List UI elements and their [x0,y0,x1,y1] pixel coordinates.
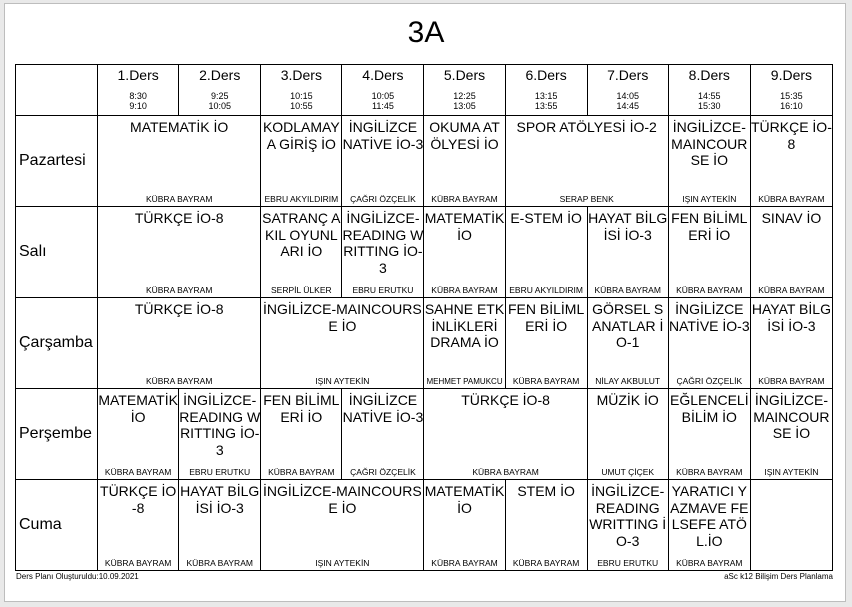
day-label: Çarşamba [16,298,98,389]
day-label: Salı [16,207,98,298]
lesson-cell: İNGİLİZCE-MAINCOURSE İO IŞIN AYTEKİN [750,389,832,480]
lesson-cell: İNGİLİZCE NATİVE İO-3 ÇAĞRI ÖZÇELİK [668,298,750,389]
lesson-cell: OKUMA ATÖLYESİ İO KÜBRA BAYRAM [424,116,505,207]
lesson-cell: FEN BİLİMLERİ İO KÜBRA BAYRAM [261,389,342,480]
lesson-cell: SAHNE ETKİNLİKLERİ DRAMA İO MEHMET PAMUKCU [424,298,505,389]
day-row [16,480,833,571]
lesson-cell: MATEMATİK İO KÜBRA BAYRAM [424,207,505,298]
lesson-cell: İNGİLİZCE-READING WRITTING İO-3 EBRU ERUTKU [342,207,424,298]
lesson-cell: İNGİLİZCE NATİVE İO-3 ÇAĞRI ÖZÇELİK [342,389,424,480]
software-credit: aSc k12 Bilişim Ders Planlama [724,572,833,581]
lesson-cell: HAYAT BİLGİSİ İO-3 KÜBRA BAYRAM [179,480,261,571]
day-row [16,116,833,207]
day-row [16,207,833,298]
period-header: 3.Ders 10:15 10:55 [261,65,342,116]
lesson-cell: SPOR ATÖLYESİ İO-2 SERAP BENK [505,116,668,207]
period-header: 4.Ders 10:05 11:45 [342,65,424,116]
lesson-cell: E-STEM İO EBRU AKYILDIRIM [505,207,587,298]
lesson-cell: MATEMATİK İO KÜBRA BAYRAM [424,480,505,571]
class-title: 3A [407,16,445,49]
lesson-cell: KODLAMAYA GİRİŞ İO EBRU AKYILDIRIM [261,116,342,207]
lesson-cell: İNGİLİZCE-MAINCOURSE İO IŞIN AYTEKİN [261,298,424,389]
corner-cell [16,65,98,116]
created-date-note: Ders Planı Oluşturuldu:10.09.2021 [16,572,139,581]
lesson-cell: İNGİLİZCE-MAINCOURSE İO IŞIN AYTEKİN [261,480,424,571]
lesson-cell: İNGİLİZCE-READING WRITTING İO-3 EBRU ERUTKU [179,389,261,480]
period-header: 6.Ders 13:15 13:55 [505,65,587,116]
lesson-cell: İNGİLİZCE-READING WRITTING İO-3 EBRU ERUTKU [587,480,668,571]
lesson-cell: MATEMATİK İO KÜBRA BAYRAM [98,389,179,480]
period-header: 1.Ders 8:30 9:10 [98,65,179,116]
period-header: 8.Ders 14:55 15:30 [668,65,750,116]
lesson-cell: İNGİLİZCE-MAINCOURSE İO IŞIN AYTEKİN [668,116,750,207]
lesson-cell: TÜRKÇE İO-8 KÜBRA BAYRAM [424,389,587,480]
lesson-cell: STEM İO KÜBRA BAYRAM [505,480,587,571]
lesson-cell: HAYAT BİLGİSİ İO-3 KÜBRA BAYRAM [587,207,668,298]
timetable-grid [15,64,833,571]
lesson-cell: TÜRKÇE İO-8 KÜBRA BAYRAM [98,207,261,298]
lesson-cell: HAYAT BİLGİSİ İO-3 KÜBRA BAYRAM [750,298,832,389]
lesson-cell: MÜZİK İO UMUT ÇİÇEK [587,389,668,480]
lesson-cell: GÖRSEL SANATLAR İO-1 NİLAY AKBULUT [587,298,668,389]
lesson-cell: FEN BİLİMLERİ İO KÜBRA BAYRAM [505,298,587,389]
lesson-cell: MATEMATİK İO KÜBRA BAYRAM [98,116,261,207]
day-label: Cuma [16,480,98,571]
lesson-cell: SATRANÇ AKIL OYUNLARI İO SERPİL ÜLKER [261,207,342,298]
lesson-cell: TÜRKÇE İO-8 KÜBRA BAYRAM [98,298,261,389]
day-label: Pazartesi [16,116,98,207]
day-row [16,389,833,480]
day-label: Perşembe [16,389,98,480]
lesson-cell: SINAV İO KÜBRA BAYRAM [750,207,832,298]
period-header: 9.Ders 15:35 16:10 [750,65,832,116]
lesson-cell: FEN BİLİMLERİ İO KÜBRA BAYRAM [668,207,750,298]
period-header: 5.Ders 12:25 13:05 [424,65,505,116]
lesson-cell: YARATICI YAZMAVE FELSEFE ATÖL.İO KÜBRA BAYRAM [668,480,750,571]
lesson-cell: EĞLENCELİ BİLİM İO KÜBRA BAYRAM [668,389,750,480]
period-header: 2.Ders 9:25 10:05 [179,65,261,116]
lesson-cell: TÜRKÇE İO-8 KÜBRA BAYRAM [750,116,832,207]
lesson-cell: TÜRKÇE İO-8 KÜBRA BAYRAM [98,480,179,571]
period-header: 7.Ders 14:05 14:45 [587,65,668,116]
day-row [16,298,833,389]
empty-cell [750,480,832,571]
lesson-cell: İNGİLİZCE NATİVE İO-3 ÇAĞRI ÖZÇELİK [342,116,424,207]
